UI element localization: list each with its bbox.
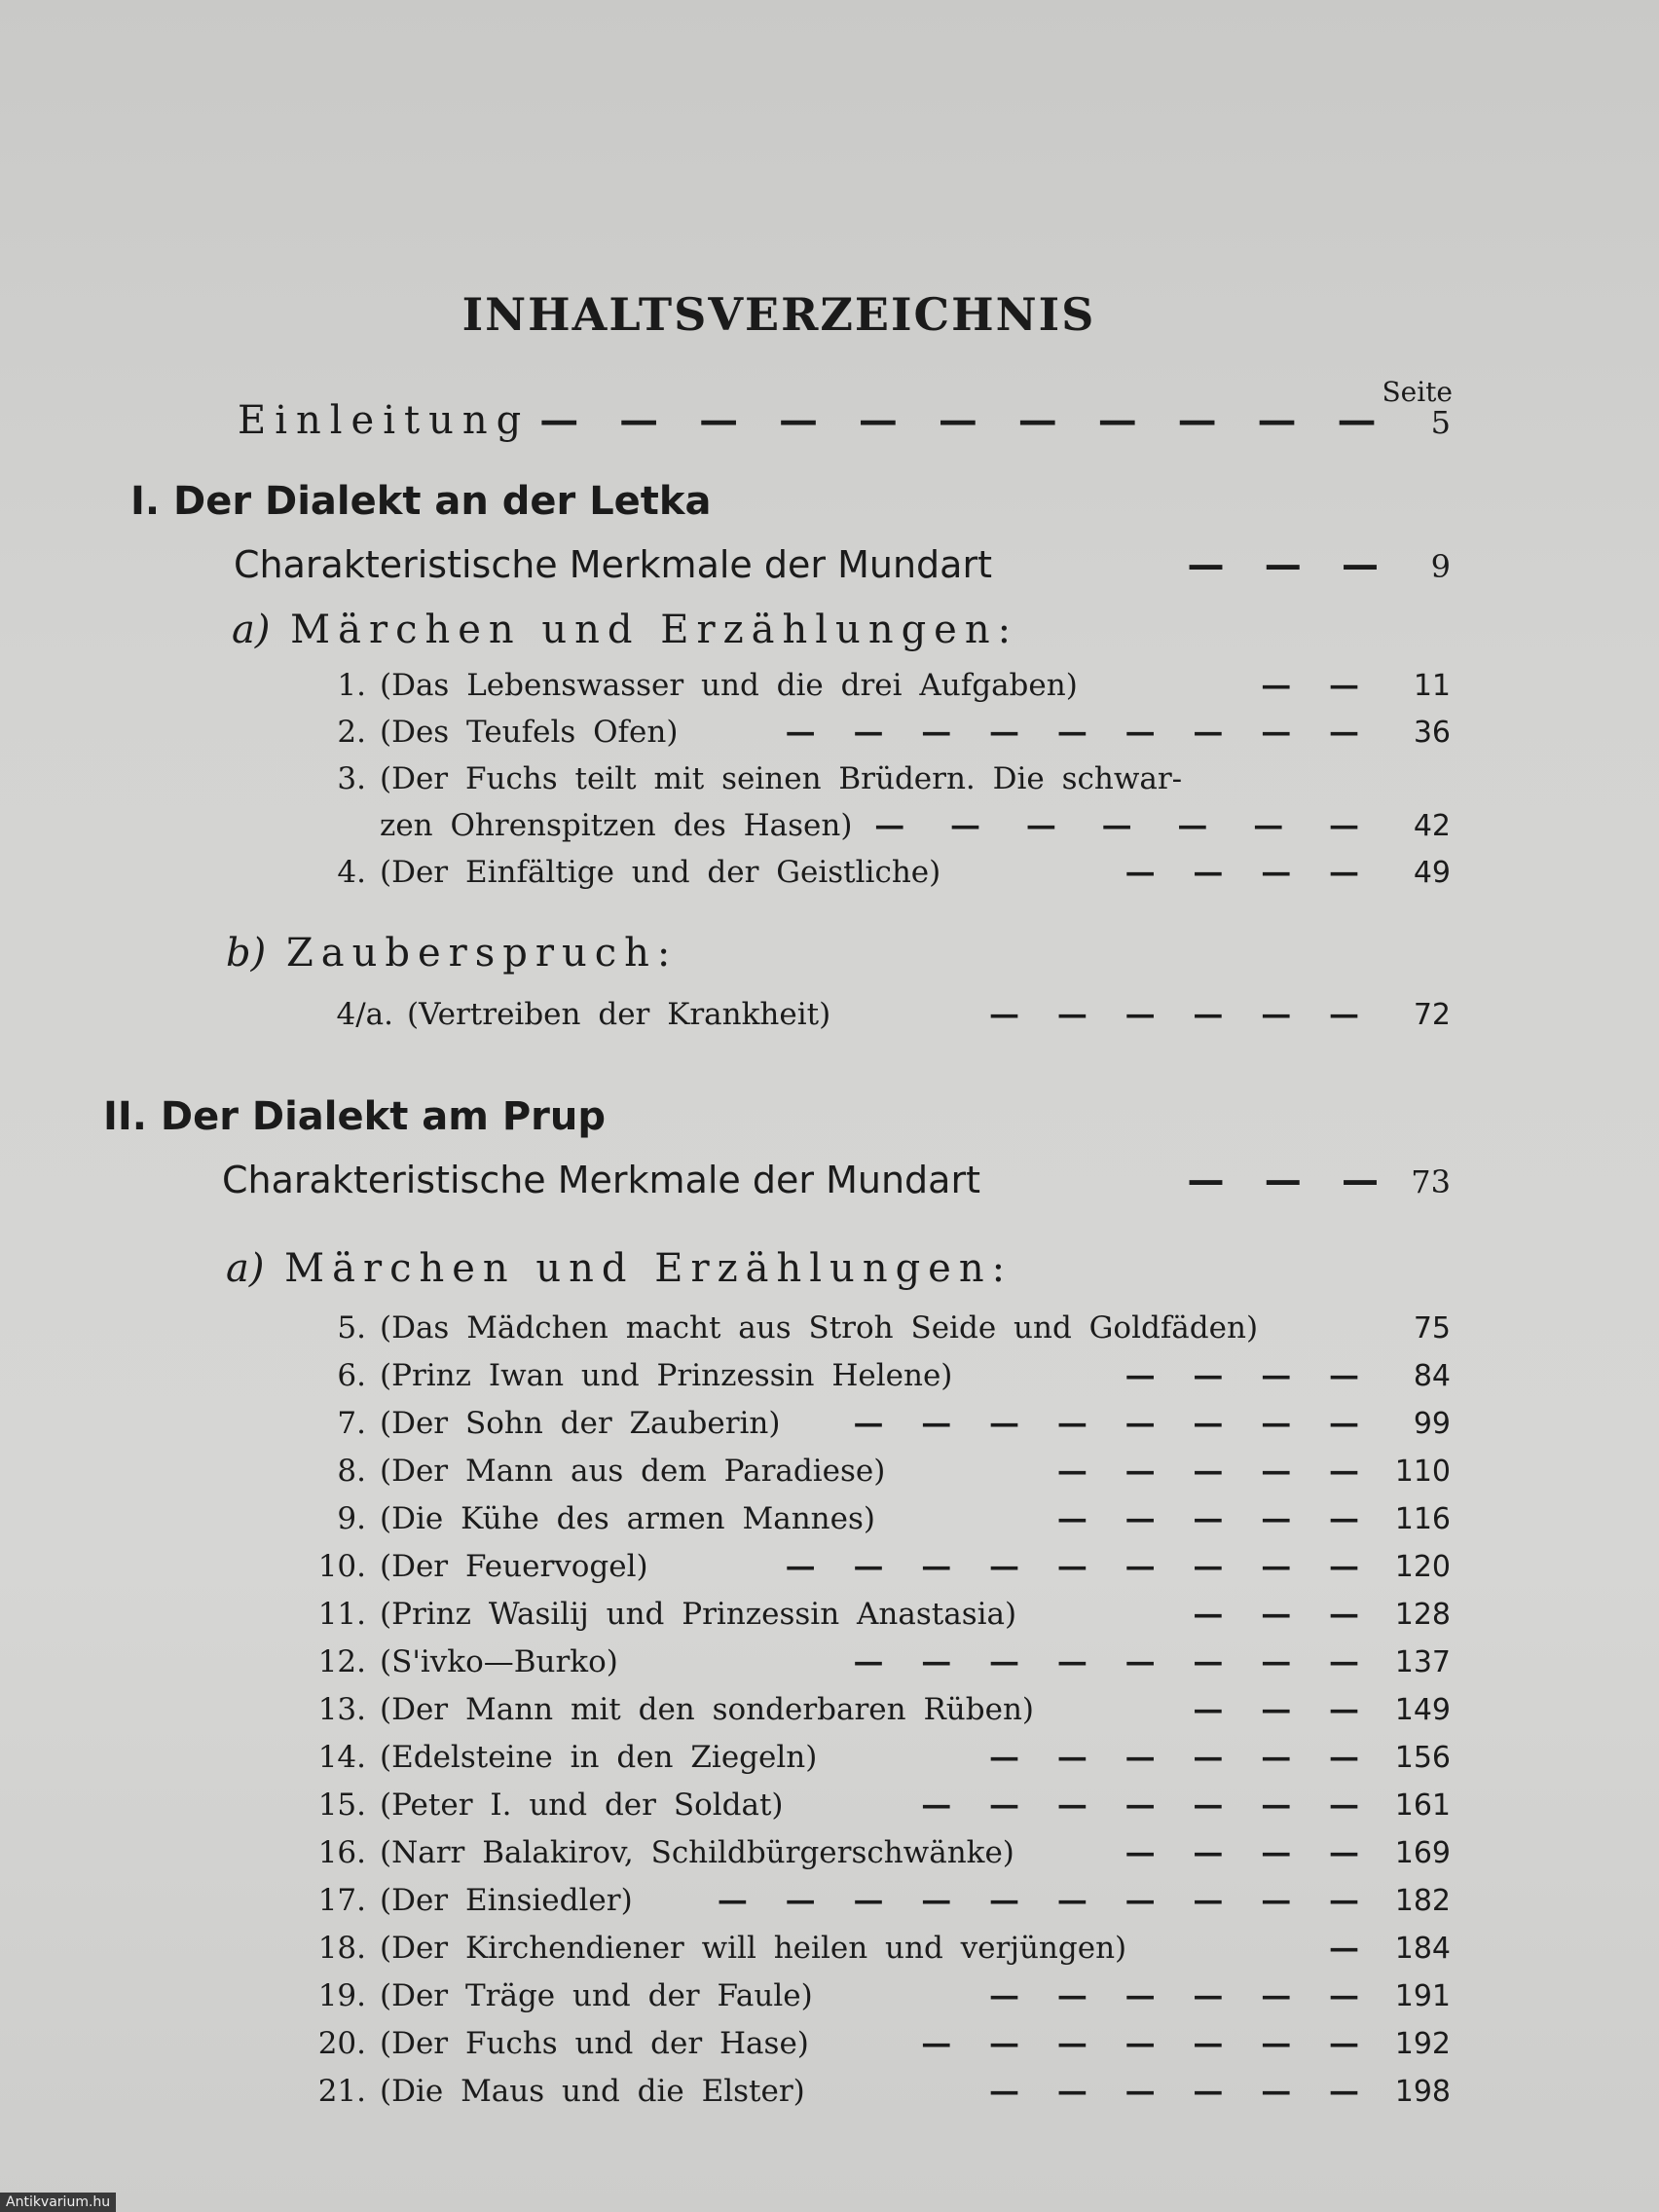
entry-title: (Vertreiben der Krankheit) bbox=[407, 997, 831, 1032]
watermark: Antikvarium.hu bbox=[0, 2193, 116, 2212]
toc-entry bbox=[312, 715, 1451, 750]
part2-sub-a-letter: a) bbox=[226, 1246, 265, 1291]
entry-number: 4/a. bbox=[336, 997, 393, 1032]
entry-number: 18. bbox=[317, 1931, 366, 1966]
entry-dashes: — — — — — — bbox=[989, 997, 1373, 1032]
entry-number: 3. bbox=[337, 761, 366, 796]
part1-subheading-a bbox=[232, 608, 1018, 652]
entry-title: (Des Teufels Ofen) bbox=[380, 715, 679, 750]
entry-title: (Der Kirchendiener will heilen und verjüngen) bbox=[380, 1931, 1127, 1966]
entry-title: (S'ivko—Burko) bbox=[380, 1644, 618, 1679]
entry-dashes: — bbox=[1329, 1931, 1373, 1966]
entry-number: 5. bbox=[337, 1310, 366, 1346]
entry-page: 116 bbox=[1394, 1502, 1451, 1536]
entry-page: 137 bbox=[1394, 1645, 1451, 1679]
toc-entry bbox=[312, 1310, 1451, 1346]
part2-characteristics-label: Charakteristische Merkmale der Mundart bbox=[222, 1159, 980, 1201]
entry-number: 17. bbox=[317, 1883, 366, 1918]
entry-dashes: — — — — — — bbox=[989, 2074, 1373, 2109]
entry-title: (Der Feuervogel) bbox=[380, 1549, 648, 1584]
part1-subheading-b bbox=[226, 931, 678, 976]
toc-entry bbox=[312, 855, 1451, 890]
entry-dashes: — — — bbox=[1193, 1692, 1373, 1727]
entry-title: (Der Einsiedler) bbox=[380, 1883, 633, 1918]
entry-page: 72 bbox=[1413, 998, 1451, 1032]
toc-entry bbox=[312, 668, 1451, 703]
part1-characteristics-label: Charakteristische Merkmale der Mundart bbox=[234, 543, 992, 586]
entry-page: 182 bbox=[1394, 1884, 1451, 1918]
entry-title: (Edelsteine in den Ziegeln) bbox=[380, 1740, 818, 1775]
entry-page: 75 bbox=[1413, 1311, 1451, 1346]
entry-dashes: — — — — — — — — bbox=[853, 1644, 1373, 1679]
entry-dashes: — — — — — — — — — bbox=[785, 1549, 1373, 1584]
entry-title: (Das Mädchen macht aus Stroh Seide und Goldfäden) bbox=[380, 1310, 1259, 1346]
entry-number: 21. bbox=[317, 2074, 366, 2109]
entry-number: 20. bbox=[317, 2026, 366, 2061]
part1-sub-b-label: Zauberspruch: bbox=[285, 931, 679, 976]
entry-page: 191 bbox=[1394, 1979, 1451, 2013]
toc-entry bbox=[312, 2074, 1451, 2109]
page-column-label: Seite bbox=[1382, 376, 1453, 408]
entry-page: 192 bbox=[1394, 2027, 1451, 2061]
part1-sub-b-letter: b) bbox=[226, 931, 267, 976]
entry-page: 120 bbox=[1394, 1550, 1451, 1584]
entry-page: 161 bbox=[1394, 1788, 1451, 1823]
entry-page: 169 bbox=[1394, 1836, 1451, 1870]
entry-number: 11. bbox=[317, 1597, 366, 1632]
entry-title: (Der Fuchs teilt mit seinen Brüdern. Die schwar- bbox=[380, 761, 1183, 796]
entry-title: (Das Lebenswasser und die drei Aufgaben) bbox=[380, 668, 1078, 703]
entry-title: (Peter I. und der Soldat) bbox=[380, 1788, 784, 1823]
entry-page: 42 bbox=[1413, 809, 1451, 843]
entry-number: 4. bbox=[337, 855, 366, 890]
entry-number: 13. bbox=[317, 1692, 366, 1727]
entry-number: 14. bbox=[317, 1740, 366, 1775]
entry-dashes: — — — — — — — — — — bbox=[717, 1883, 1373, 1918]
entry-page: 99 bbox=[1413, 1407, 1451, 1441]
entry-dashes: — — — — bbox=[1124, 1835, 1373, 1870]
toc-entry bbox=[312, 1692, 1451, 1727]
entry-title: zen Ohrenspitzen des Hasen) bbox=[380, 808, 853, 843]
part1-characteristics bbox=[234, 543, 1451, 586]
toc-entry bbox=[331, 997, 1451, 1032]
entry-title: (Prinz Wasilij und Prinzessin Anastasia) bbox=[380, 1597, 1017, 1632]
entry-number: 8. bbox=[337, 1454, 366, 1489]
entry-dashes: — — — — — — bbox=[989, 1978, 1373, 2013]
toc-entry bbox=[312, 1978, 1451, 2013]
entry-number: 7. bbox=[337, 1406, 366, 1441]
part2-characteristics-dashes: — — — bbox=[1187, 1159, 1392, 1201]
toc-intro bbox=[238, 397, 1451, 443]
part1-sub-a-label: Märchen und Erzählungen: bbox=[290, 608, 1019, 652]
entry-number: 15. bbox=[317, 1788, 366, 1823]
entry-dashes: — — — — — — — bbox=[921, 2026, 1373, 2061]
part1-characteristics-page: 9 bbox=[1430, 548, 1451, 585]
entry-page: 156 bbox=[1394, 1741, 1451, 1775]
entry-title: (Der Mann mit den sonderbaren Rüben) bbox=[380, 1692, 1035, 1727]
part2-characteristics-page: 73 bbox=[1411, 1163, 1451, 1200]
entry-dashes: — — — — bbox=[1124, 1358, 1373, 1393]
entry-number: 19. bbox=[317, 1978, 366, 2013]
entry-number: 6. bbox=[337, 1358, 366, 1393]
entry-dashes: — — — — — — — bbox=[874, 808, 1373, 843]
toc-entry bbox=[312, 1740, 1451, 1775]
entry-title: (Narr Balakirov, Schildbürgerschwänke) bbox=[380, 1835, 1014, 1870]
entry-number: 16. bbox=[317, 1835, 366, 1870]
entry-page: 110 bbox=[1394, 1455, 1451, 1489]
entry-page: 11 bbox=[1413, 669, 1451, 703]
entry-title: (Der Fuchs und der Hase) bbox=[380, 2026, 809, 2061]
entry-dashes: — — — — — — — — bbox=[853, 1406, 1373, 1441]
intro-page: 5 bbox=[1430, 404, 1451, 441]
entry-dashes: — — — — bbox=[1124, 855, 1373, 890]
entry-title: (Der Einfältige und der Geistliche) bbox=[380, 855, 941, 890]
toc-entry bbox=[312, 761, 1451, 796]
part1-title: I. Der Dialekt an der Letka bbox=[130, 479, 712, 524]
toc-entry bbox=[312, 1501, 1451, 1536]
entry-page: 128 bbox=[1394, 1598, 1451, 1632]
part2-characteristics bbox=[222, 1159, 1451, 1201]
toc-entry bbox=[312, 1406, 1451, 1441]
entry-number: 12. bbox=[317, 1644, 366, 1679]
toc-entry bbox=[312, 1644, 1451, 1679]
entry-number: 2. bbox=[337, 715, 366, 750]
entry-title: (Prinz Iwan und Prinzessin Helene) bbox=[380, 1358, 953, 1393]
entry-title: (Die Maus und die Elster) bbox=[380, 2074, 805, 2109]
entry-dashes: — — — — — — — bbox=[921, 1788, 1373, 1823]
part2-subheading-a bbox=[226, 1246, 1013, 1291]
entry-title: (Der Sohn der Zauberin) bbox=[380, 1406, 781, 1441]
toc-entry bbox=[312, 1358, 1451, 1393]
page-title: INHALTSVERZEICHNIS bbox=[461, 288, 1096, 341]
toc-entry bbox=[312, 1549, 1451, 1584]
entry-title: (Der Mann aus dem Paradiese) bbox=[380, 1454, 886, 1489]
intro-label: Einleitung bbox=[238, 398, 531, 443]
part1-sub-a-letter: a) bbox=[232, 608, 271, 652]
toc-entry bbox=[312, 1788, 1451, 1823]
entry-page: 184 bbox=[1394, 1932, 1451, 1966]
entry-dashes: — — — bbox=[1193, 1597, 1373, 1632]
entry-page: 36 bbox=[1413, 716, 1451, 750]
entry-title: (Der Träge und der Faule) bbox=[380, 1978, 813, 2013]
toc-entry bbox=[312, 1597, 1451, 1632]
entry-page: 84 bbox=[1413, 1359, 1451, 1393]
entry-dashes: — — — — — — — — — bbox=[785, 715, 1373, 750]
entry-dashes: — — — — — — bbox=[989, 1740, 1373, 1775]
entry-dashes: — — — — — bbox=[1056, 1454, 1373, 1489]
part2-title: II. Der Dialekt am Prup bbox=[103, 1094, 607, 1139]
entry-page: 149 bbox=[1394, 1693, 1451, 1727]
toc-entry bbox=[312, 1835, 1451, 1870]
part2-sub-a-label: Märchen und Erzählungen: bbox=[284, 1246, 1014, 1291]
entry-number: 1. bbox=[337, 668, 366, 703]
toc-entry bbox=[312, 1931, 1451, 1966]
toc-entry bbox=[312, 2026, 1451, 2061]
toc-entry bbox=[312, 1883, 1451, 1918]
entry-number: 9. bbox=[337, 1501, 366, 1536]
entry-dashes: — — bbox=[1261, 668, 1373, 703]
intro-dashes: — — — — — — — — — — — bbox=[539, 397, 1390, 443]
toc-entry-continued bbox=[380, 808, 1451, 843]
toc-entry bbox=[312, 1454, 1451, 1489]
entry-title: (Die Kühe des armen Mannes) bbox=[380, 1501, 875, 1536]
entry-dashes: — — — — — bbox=[1056, 1501, 1373, 1536]
part1-characteristics-dashes: — — — bbox=[1187, 543, 1392, 586]
entry-number: 10. bbox=[317, 1549, 366, 1584]
entry-page: 49 bbox=[1413, 856, 1451, 890]
entry-page: 198 bbox=[1394, 2075, 1451, 2109]
